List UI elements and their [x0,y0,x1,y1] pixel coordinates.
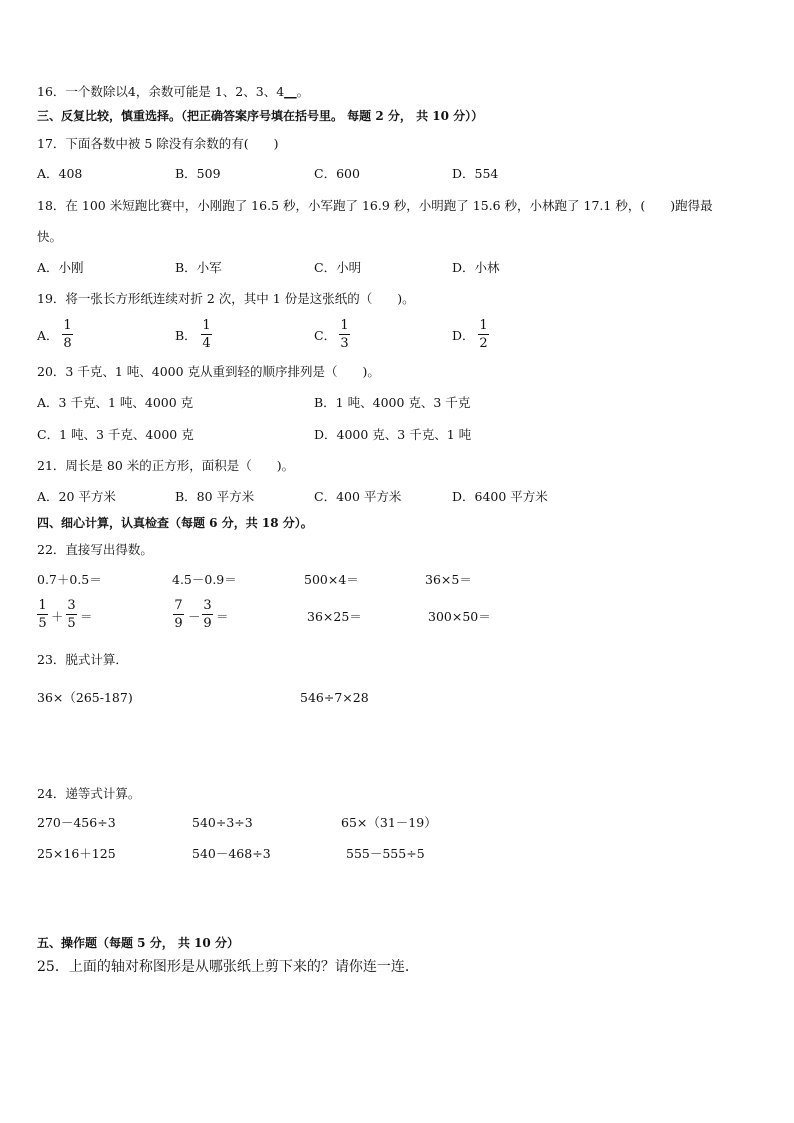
question-18-stem-line2: 快。 [37,229,63,244]
fraction-bar [66,614,77,615]
calc-item[interactable]: 546÷7×28 [300,690,369,705]
q17-option-d[interactable]: D．554 [452,166,499,181]
answer-blank[interactable]: __ [284,84,297,99]
calc-item[interactable]: 500×4＝ [304,572,359,587]
fraction [173,598,184,631]
calc-item[interactable]: 540÷3÷3 [192,815,253,830]
fraction [66,598,77,631]
section-4-title: 四、细心计算，认真检查（每题 6 分，共 18 分）。 [37,516,313,530]
q20-option-a[interactable]: A．3 千克、1 吨、4000 克 [37,395,194,410]
section-3-title: 三、反复比较，慎重选择。（把正确答案序号填在括号里。 每题 2 分， 共 10 分）） [37,109,484,123]
operator: － [188,609,201,624]
question-16-text: 16．一个数除以4，余数可能是 1、2、3、4 [37,84,285,99]
fraction [62,318,73,351]
fraction-numerator: 1 [340,318,349,333]
fraction-denominator: 5 [67,616,76,631]
fraction-numerator: 1 [202,318,211,333]
fraction [201,318,212,351]
calc-item[interactable]: 270－456÷3 [37,815,116,830]
q17-option-a[interactable]: A．408 [37,166,83,181]
calc-item[interactable]: 4.5－0.9＝ [172,572,237,587]
fraction [478,318,489,351]
fraction-numerator: 7 [174,598,183,613]
calc-item[interactable]: 0.7＋0.5＝ [37,572,102,587]
calc-item[interactable]: 300×50＝ [428,609,491,624]
q21-option-d[interactable]: D．6400 平方米 [452,489,548,504]
fraction [339,318,350,351]
question-20-stem: 20．3 千克、1 吨、4000 克从重到轻的顺序排列是（ )。 [37,364,380,379]
calc-item[interactable]: 555－555÷5 [346,846,425,861]
fraction-numerator: 1 [38,598,47,613]
question-22-stem: 22．直接写出得数。 [37,542,153,557]
fraction-bar [173,614,184,615]
fraction-numerator: 3 [67,598,76,613]
fraction-denominator: 5 [38,616,47,631]
q21-option-a[interactable]: A．20 平方米 [37,489,116,504]
q20-option-c[interactable]: C．1 吨、3 千克、4000 克 [37,427,194,442]
q21-option-b[interactable]: B．80 平方米 [175,489,255,504]
fraction-denominator: 9 [203,616,212,631]
fraction-numerator: 1 [63,318,72,333]
calc-item[interactable]: 540－468÷3 [192,846,271,861]
q20-option-d[interactable]: D．4000 克、3 千克、1 吨 [314,427,472,442]
fraction-denominator: 2 [479,336,488,351]
calc-item[interactable]: 36×25＝ [307,609,362,624]
fraction-bar [339,334,350,335]
question-17-stem: 17．下面各数中被 5 除没有余数的有( ) [37,136,279,151]
operator: ＋ [51,609,64,624]
q19-option-c-label: C． [314,328,337,343]
calc-item[interactable]: 25×16＋125 [37,846,116,861]
question-16 [37,84,309,100]
q21-option-c[interactable]: C．400 平方米 [314,489,402,504]
q19-option-a-label: A． [37,328,59,343]
q17-option-b[interactable]: B．509 [175,166,221,181]
fraction-bar [37,614,48,615]
calc-item[interactable]: 36×（265-187) [37,690,133,705]
fraction-bar [62,334,73,335]
q18-option-d[interactable]: D．小林 [452,260,500,275]
equals-sign: ＝ [80,609,93,624]
fraction [37,598,48,631]
question-25-stem: 25．上面的轴对称图形是从哪张纸上剪下来的？请你连一连. [37,959,410,975]
q19-option-d-label: D． [452,328,475,343]
fraction-denominator: 8 [63,336,72,351]
q17-option-c[interactable]: C．600 [314,166,360,181]
fraction-denominator: 9 [174,616,183,631]
question-16-end: 。 [296,84,310,99]
fraction-denominator: 4 [202,336,211,351]
fraction-bar [201,334,212,335]
q18-option-c[interactable]: C．小明 [314,260,362,275]
fraction [202,598,213,631]
q19-option-b-label: B． [175,328,197,343]
section-5-title: 五、操作题（每题 5 分， 共 10 分） [37,936,239,950]
question-18-stem-line1: 18．在 100 米短跑比赛中，小刚跑了 16.5 秒，小军跑了 16.9 秒，小明跑了 15.6 秒，小林跑了 17.1 秒，( )跑得最 [37,198,713,213]
fraction-numerator: 1 [479,318,488,333]
question-19-stem: 19．将一张长方形纸连续对折 2 次，其中 1 份是这张纸的（ )。 [37,291,415,306]
fraction-denominator: 3 [340,336,349,351]
calc-item[interactable]: 36×5＝ [425,572,472,587]
fraction-numerator: 3 [203,598,212,613]
equals-sign: ＝ [216,609,229,624]
q18-option-a[interactable]: A．小刚 [37,260,84,275]
question-21-stem: 21．周长是 80 米的正方形，面积是（ )。 [37,458,295,473]
fraction-bar [478,334,489,335]
question-23-stem: 23．脱式计算． [37,652,128,667]
fraction-bar [202,614,213,615]
question-24-stem: 24．递等式计算。 [37,786,141,801]
calc-item[interactable]: 65×（31－19） [341,815,437,830]
q20-option-b[interactable]: B．1 吨、4000 克、3 千克 [314,395,471,410]
q18-option-b[interactable]: B．小军 [175,260,222,275]
